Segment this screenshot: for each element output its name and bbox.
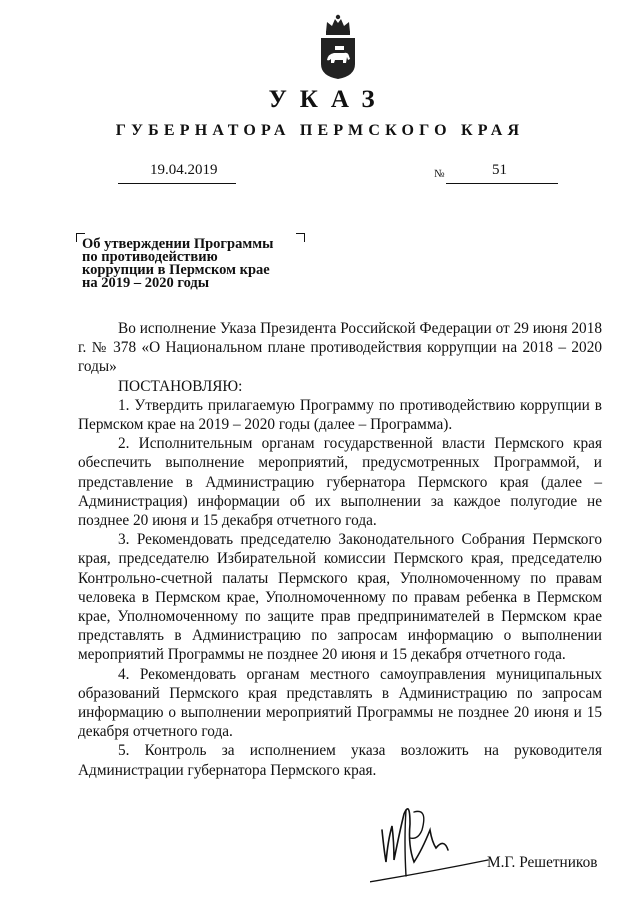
item-paragraph: 1. Утвердить прилагаемую Программу по противодействию коррупции в Пермском крае на 2019 – 2020 годы (далее – Программа). <box>78 396 602 434</box>
title-line: Об утверждении Программы <box>82 236 274 252</box>
coat-of-arms-icon <box>318 14 358 80</box>
document-number: 51 <box>492 162 507 178</box>
title-line: по противодействию <box>82 249 218 265</box>
item-paragraph: 2. Исполнительным органам государственной власти Пермского края обеспечить выполнение мероприятий, предусмотренных Программой, и представление в Администрацию губернатора Пермского края (далее – Администрация) информации об их выполнении за каждое полугодие не позднее 20 июня и 15 декабря отчетного года. <box>78 435 602 530</box>
document-title <box>82 238 297 290</box>
document-type: УКАЗ <box>268 86 388 113</box>
number-label: № <box>434 168 445 180</box>
document-body <box>78 319 602 780</box>
number-underline <box>446 183 558 184</box>
decree-word: ПОСТАНОВЛЯЮ: <box>118 377 243 395</box>
document-date: 19.04.2019 <box>150 162 218 178</box>
signer-name: М.Г. Решетников <box>487 854 598 871</box>
handwritten-signature <box>370 790 490 890</box>
item-paragraph: 4. Рекомендовать органам местного самоуправления муниципальных образований Пермского края представлять в Администрацию по запросам информацию о выполнении мероприятий Программы не позднее 20 июня и 15 декабря отчетного года. <box>78 665 602 741</box>
title-bracket-right <box>296 233 305 242</box>
date-underline <box>118 183 236 184</box>
issuer-title: ГУБЕРНАТОРА ПЕРМСКОГО КРАЯ <box>115 122 525 139</box>
intro-paragraph: Во исполнение Указа Президента Российской Федерации от 29 июня 2018 г. № 378 «О Национальном плане противодействия коррупции на 2018 – 2020 годы» <box>78 320 602 376</box>
title-line: на 2019 – 2020 годы <box>82 275 210 291</box>
item-paragraph: 5. Контроль за исполнением указа возложить на руководителя Администрации губернатора Пермского края. <box>78 742 602 779</box>
title-line: коррупции в Пермском крае <box>82 262 270 278</box>
item-paragraph: 3. Рекомендовать председателю Законодательного Собрания Пермского края, председателю Избирательной комиссии Пермского края, председателю Контрольно-счетной палаты Пермского края, Уполномоченному по правам человека в Пермском крае, Уполномоченному по правам ребенка в Пермском крае, Уполномоченному по защите прав предпринимателей в Пермском крае представлять в Администрацию по запросам информацию о выполнении мероприятий Программы не позднее 20 июня и 15 декабря отчетного года. <box>78 531 602 664</box>
